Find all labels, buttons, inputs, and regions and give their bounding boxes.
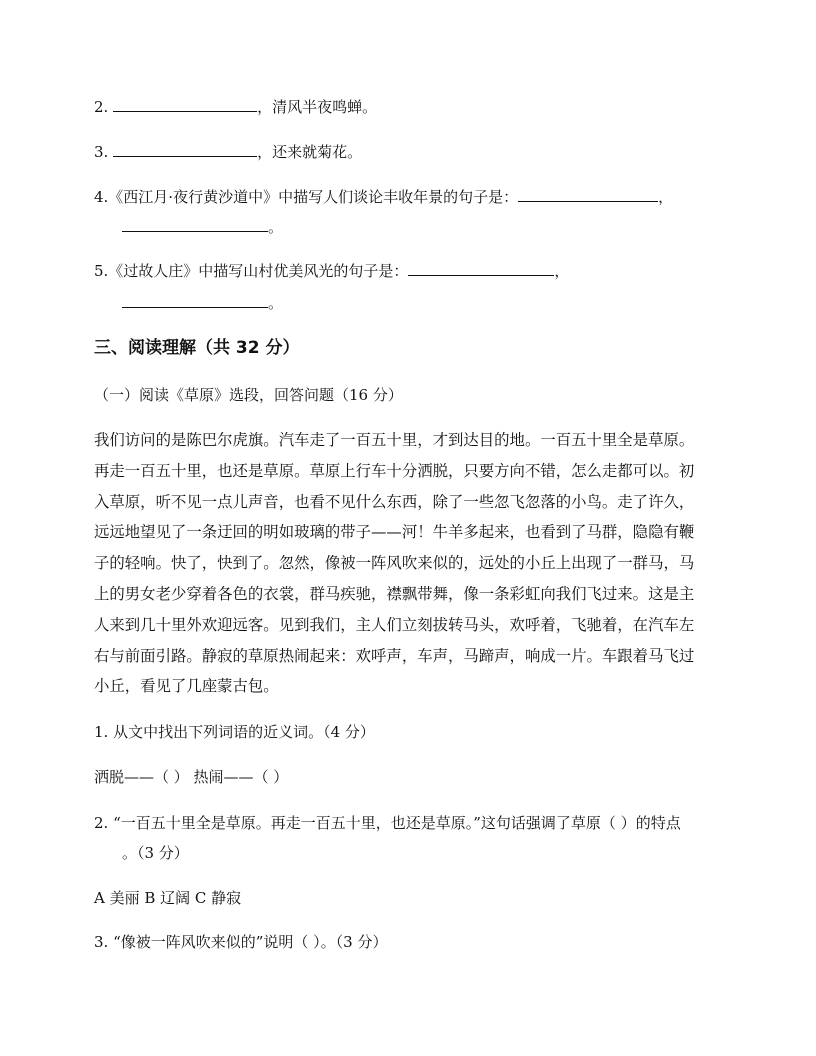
answer-blank[interactable] — [518, 186, 658, 202]
question-5-fill — [94, 260, 569, 281]
comma: ， — [554, 262, 570, 280]
section-subheading: （一）阅读《草原》选段，回答问题（16 分） — [94, 386, 403, 404]
passage-line: 入草原，听不见一点儿声音，也看不见什么东西，除了一些忽飞忽落的小鸟。走了许久， — [94, 492, 695, 511]
passage-line: 上的男女老少穿着各色的衣裳，群马疾驰，襟飘带舞，像一条彩虹向我们飞过来。这是主 — [94, 584, 695, 603]
section-heading: 三、阅读理解（共 32 分） — [94, 338, 300, 358]
question-2-fill — [94, 96, 377, 117]
question-prompt: 4.《西江月·夜行黄沙道中》中描写人们谈论丰收年景的句子是： — [94, 188, 519, 206]
passage-line: 右与前面引路。静寂的草原热闹起来：欢呼声，车声，马蹄声，响成一片。车跟着马飞过 — [94, 646, 695, 665]
question-4-fill — [94, 186, 673, 207]
passage-line: 我们访问的是陈巴尔虎旗。汽车走了一百五十里，才到达目的地。一百五十里全是草原。 — [94, 431, 695, 449]
question-3: 3. “像被一阵风吹来似的”说明（ ）。（3 分） — [94, 933, 388, 951]
question-number: 3. — [94, 143, 109, 161]
answer-blank[interactable] — [122, 216, 268, 232]
question-prompt: 5.《过故人庄》中描写山村优美风光的句子是： — [94, 262, 409, 280]
passage-line: 小丘，看见了几座蒙古包。 — [94, 677, 279, 696]
reading-passage — [94, 425, 724, 702]
question-1: 1. 从文中找出下列词语的近义词。（4 分） — [94, 723, 375, 741]
question-1-answer-row[interactable]: 洒脱——（ ） 热闹——（ ） — [94, 768, 289, 786]
question-4-fill-line2 — [122, 216, 283, 237]
answer-blank[interactable] — [113, 141, 257, 157]
poem-line: ，清风半夜鸣蝉。 — [257, 98, 378, 116]
period: 。 — [268, 218, 284, 236]
question-3-fill — [94, 141, 362, 162]
question-number: 2. — [94, 98, 109, 116]
comma: ， — [658, 188, 674, 206]
question-2: 2. “一百五十里全是草原。再走一百五十里，也还是草原。”这句话强调了草原（ ）的特点 — [94, 814, 681, 832]
poem-line: ，还来就菊花。 — [257, 143, 363, 161]
answer-blank[interactable] — [113, 96, 257, 112]
passage-line: 子的轻响。快了，快到了。忽然，像被一阵风吹来似的，远处的小丘上出现了一群马，马 — [94, 554, 695, 573]
question-2-options[interactable]: A 美丽 B 辽阔 C 静寂 — [94, 889, 242, 907]
answer-blank[interactable] — [408, 260, 554, 276]
passage-line: 远远地望见了一条迂回的明如玻璃的带子——河！牛羊多起来，也看到了马群，隐隐有鞭 — [94, 523, 695, 542]
period: 。 — [268, 294, 284, 312]
passage-line: 人来到几十里外欢迎远客。见到我们，主人们立刻拔转马头，欢呼着，飞驰着，在汽车左 — [94, 615, 695, 634]
question-5-fill-line2 — [122, 292, 283, 313]
answer-blank[interactable] — [122, 292, 268, 308]
passage-line: 再走一百五十里，也还是草原。草原上行车十分洒脱，只要方向不错，怎么走都可以。初 — [94, 461, 695, 480]
question-2-continued: 。（3 分） — [122, 844, 189, 862]
